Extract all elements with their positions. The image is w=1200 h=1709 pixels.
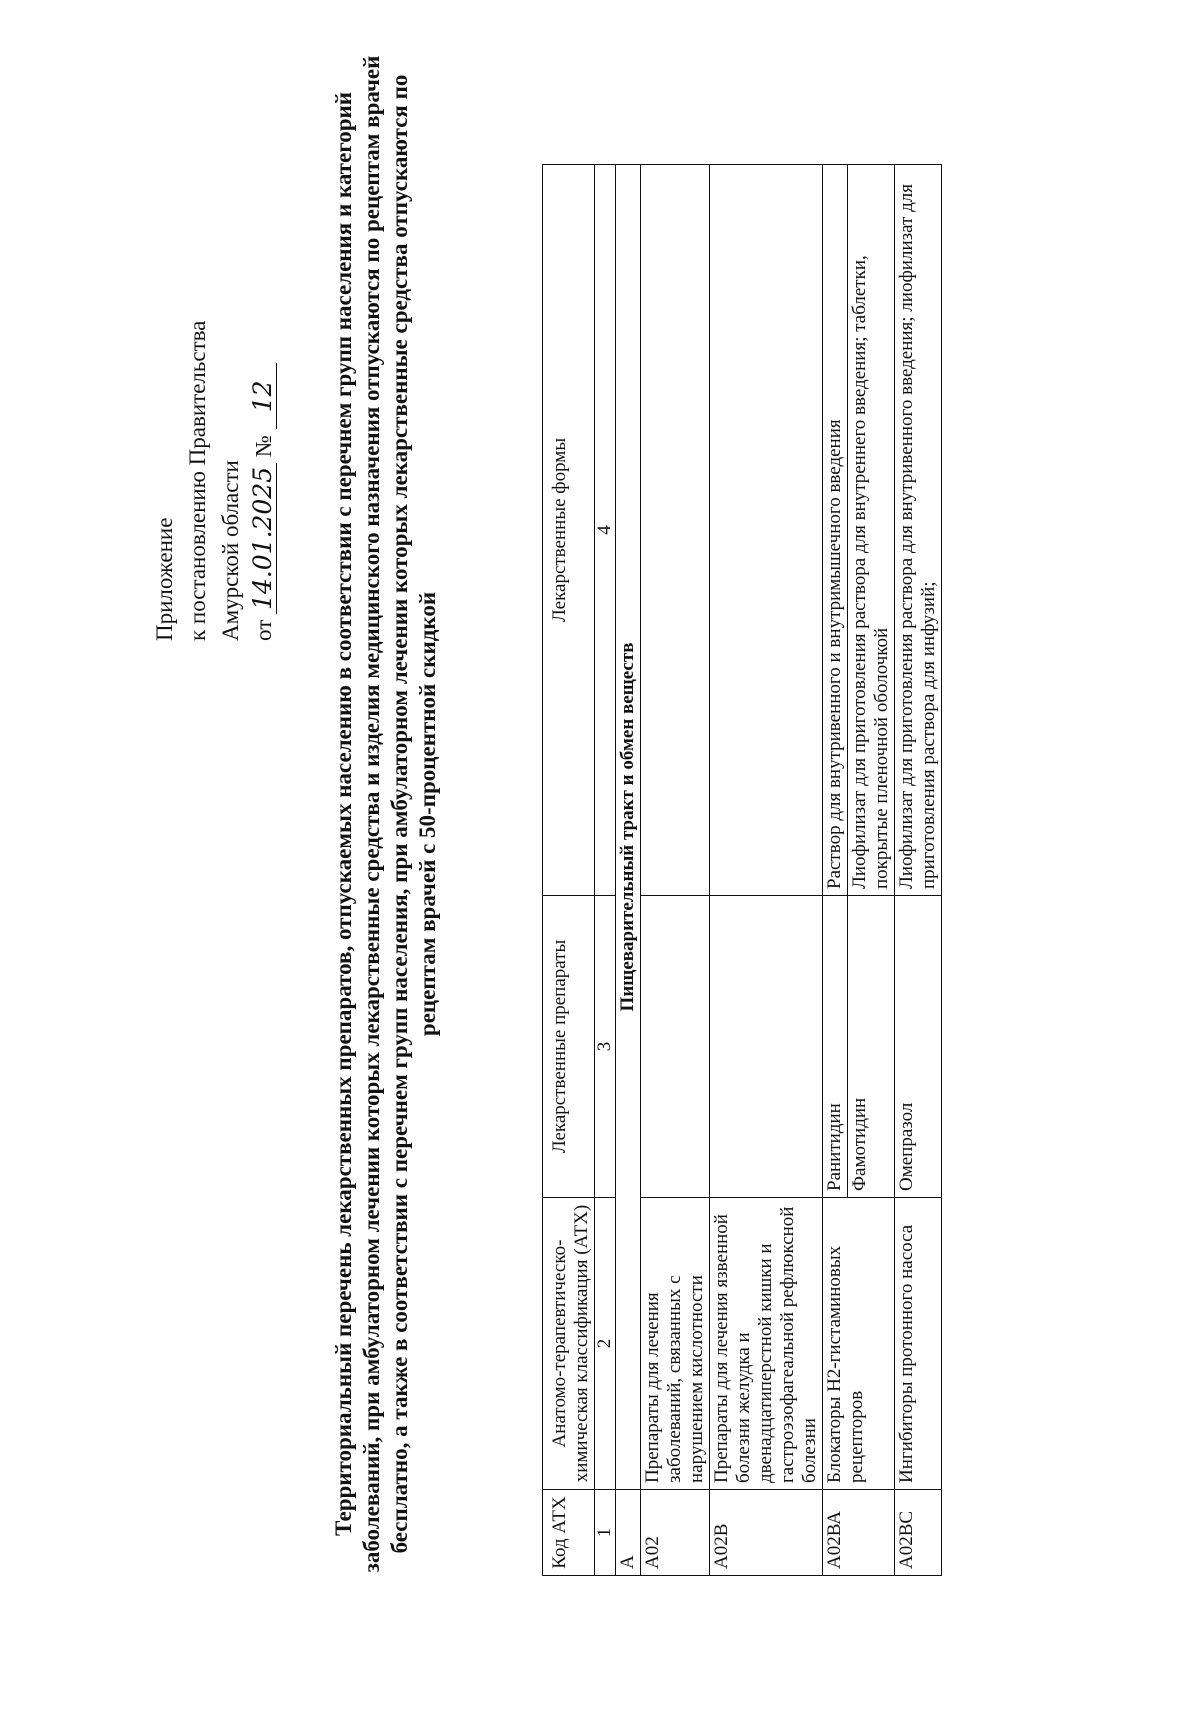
section-code: А [616,1490,641,1576]
appendix-line-1: Приложение [152,517,177,641]
handwritten-date: 14.01.2025 [250,463,277,614]
medicines-table [542,164,942,1576]
appendix-header [148,321,280,641]
column-number-row [595,165,616,1576]
appendix-line-3: Амурской области [218,460,243,641]
table-header-row [543,165,595,1576]
atc-code: А02ВА [823,1490,895,1576]
column-number: 3 [595,896,616,1198]
table-row [823,165,848,1576]
appendix-date-line [247,321,280,641]
section-row [616,165,641,1576]
table-row [641,165,710,1576]
header-code: Код АТХ [543,1490,595,1576]
atc-code: А02 [641,1490,710,1576]
document-title: Территориальный перечень лекарственных препаратов, отпускаемых населению в соответствии с перечнем групп населения и категорий заболеваний, при амбулаторном лечении которых лекарственные средства и изделия медицинского назначения отпускаются по рецептам врачей бесплатно, а также в соответствии с перечнем групп населения, при амбулаторном лечении которых лекарственные средства отпускаются по рецептам врачей с 50-процентной скидкой [331,55,440,1573]
preparation [641,896,710,1198]
column-number: 4 [595,165,616,896]
dosage-form: Лиофилизат для приготовления раствора для внутреннего введения; таблетки, покрытые пленочной оболочкой [848,165,895,896]
atc-code: А02В [710,1490,823,1576]
header-preparations: Лекарственные препараты [543,896,595,1198]
handwritten-number: 12 [250,363,277,429]
atc-classification: Блокаторы Н2-гистаминовых рецепторов [823,1198,895,1490]
column-number: 2 [595,1198,616,1490]
date-prefix: от [251,619,276,641]
atc-classification: Препараты для лечения язвенной болезни желудка и двенадцатиперстной кишки и гастроэзофагеальной рефлюксной болезни [710,1198,823,1490]
dosage-form: Раствор для внутривенного и внутримышечного введения [823,165,848,896]
section-title: Пищеварительный тракт и обмен веществ [616,165,641,1490]
appendix-line-2: к постановлению Правительства [185,320,210,641]
dosage-form: Лиофилизат для приготовления раствора для внутривенного введения; лиофилизат для приготовления раствора для инфузий; [895,165,942,896]
table-row [895,165,942,1576]
header-classification: Анатомо-терапевтическо-химическая классификация (АТХ) [543,1198,595,1490]
atc-code: А02ВС [895,1490,942,1576]
header-forms: Лекарственные формы [543,165,595,896]
number-label: № [251,435,276,458]
dosage-form [641,165,710,896]
preparation: Омепразол [895,896,942,1198]
preparation [710,896,823,1198]
preparation: Ранитидин [823,896,848,1198]
atc-classification: Препараты для лечения заболеваний, связанных с нарушением кислотности [641,1198,710,1490]
atc-classification: Ингибиторы протонного насоса [895,1198,942,1490]
preparation: Фамотидин [848,896,895,1198]
column-number: 1 [595,1490,616,1576]
dosage-form [710,165,823,896]
table-row [710,165,823,1576]
